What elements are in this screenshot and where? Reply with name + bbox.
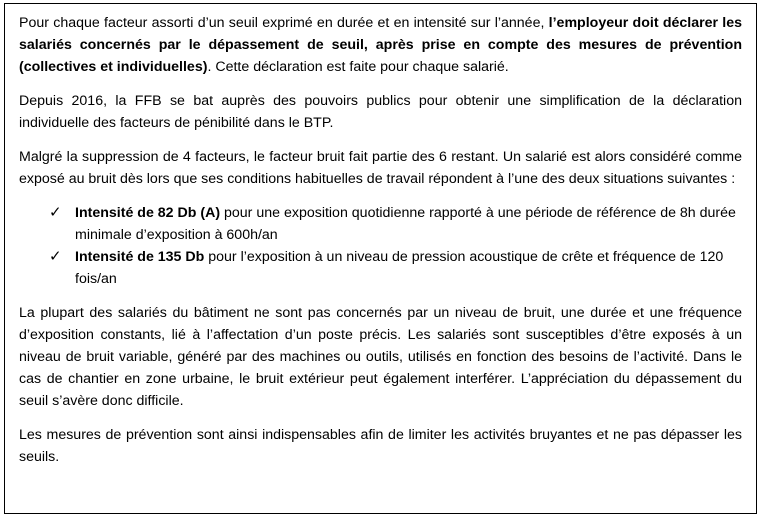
paragraph-declaration-bold: l’employeur doit déclarer les salariés concernés par le dépassement de seuil, après prise en compte des mesures de prévention (collectives et individuelles): [19, 15, 743, 75]
list-item-bold: Intensité de 82 Db (A): [75, 205, 221, 221]
list-item-bold: Intensité de 135 Db: [75, 249, 205, 265]
noise-threshold-list: [19, 202, 742, 290]
checkmark-icon: ✓: [49, 248, 62, 265]
paragraph-declaration-tail: . Cette déclaration est faite pour chaque salarié.: [207, 59, 509, 75]
list-item-text: pour une exposition quotidienne rapporté à une période de référence de 8h durée minimale d’exposition à 600h/an: [75, 205, 736, 243]
paragraph-prevention: Les mesures de prévention sont ainsi indispensables afin de limiter les activités bruyantes et ne pas dépasser les seuils.: [19, 427, 742, 465]
checkmark-icon: ✓: [49, 204, 62, 221]
list-item-text: pour l’exposition à un niveau de pression acoustique de crête et fréquence de 120 fois/an: [75, 249, 724, 287]
document-frame: [4, 3, 757, 514]
paragraph-variable-noise: La plupart des salariés du bâtiment ne sont pas concernés par un niveau de bruit, une durée et une fréquence d’exposition constants, lié à l’affectation d’un poste précis. Les salariés sont susceptibles d’être exposés à un niveau de bruit variable, généré par des machines ou outils, utilisés en fonction des besoins de l’activité. Dans le cas de chantier en zone urbaine, le bruit extérieur peut également interférer. L’appréciation du dépassement du seuil s’avère donc difficile.: [19, 305, 742, 409]
paragraph-noise-factor: Malgré la suppression de 4 facteurs, le facteur bruit fait partie des 6 restant. Un salarié est alors considéré comme exposé au bruit dès lors que ses conditions habituelles de travail répondent à l’une des deux situations suivantes :: [19, 149, 742, 187]
paragraph-declaration-lead: Pour chaque facteur assorti d’un seuil exprimé en durée et en intensité sur l’année,: [19, 15, 549, 31]
paragraph-ffb: Depuis 2016, la FFB se bat auprès des pouvoirs publics pour obtenir une simplification de la déclaration individuelle des facteurs de pénibilité dans le BTP.: [19, 93, 742, 131]
list-item: [19, 246, 742, 290]
list-item: [19, 202, 742, 246]
paragraph-declaration: [19, 12, 742, 78]
